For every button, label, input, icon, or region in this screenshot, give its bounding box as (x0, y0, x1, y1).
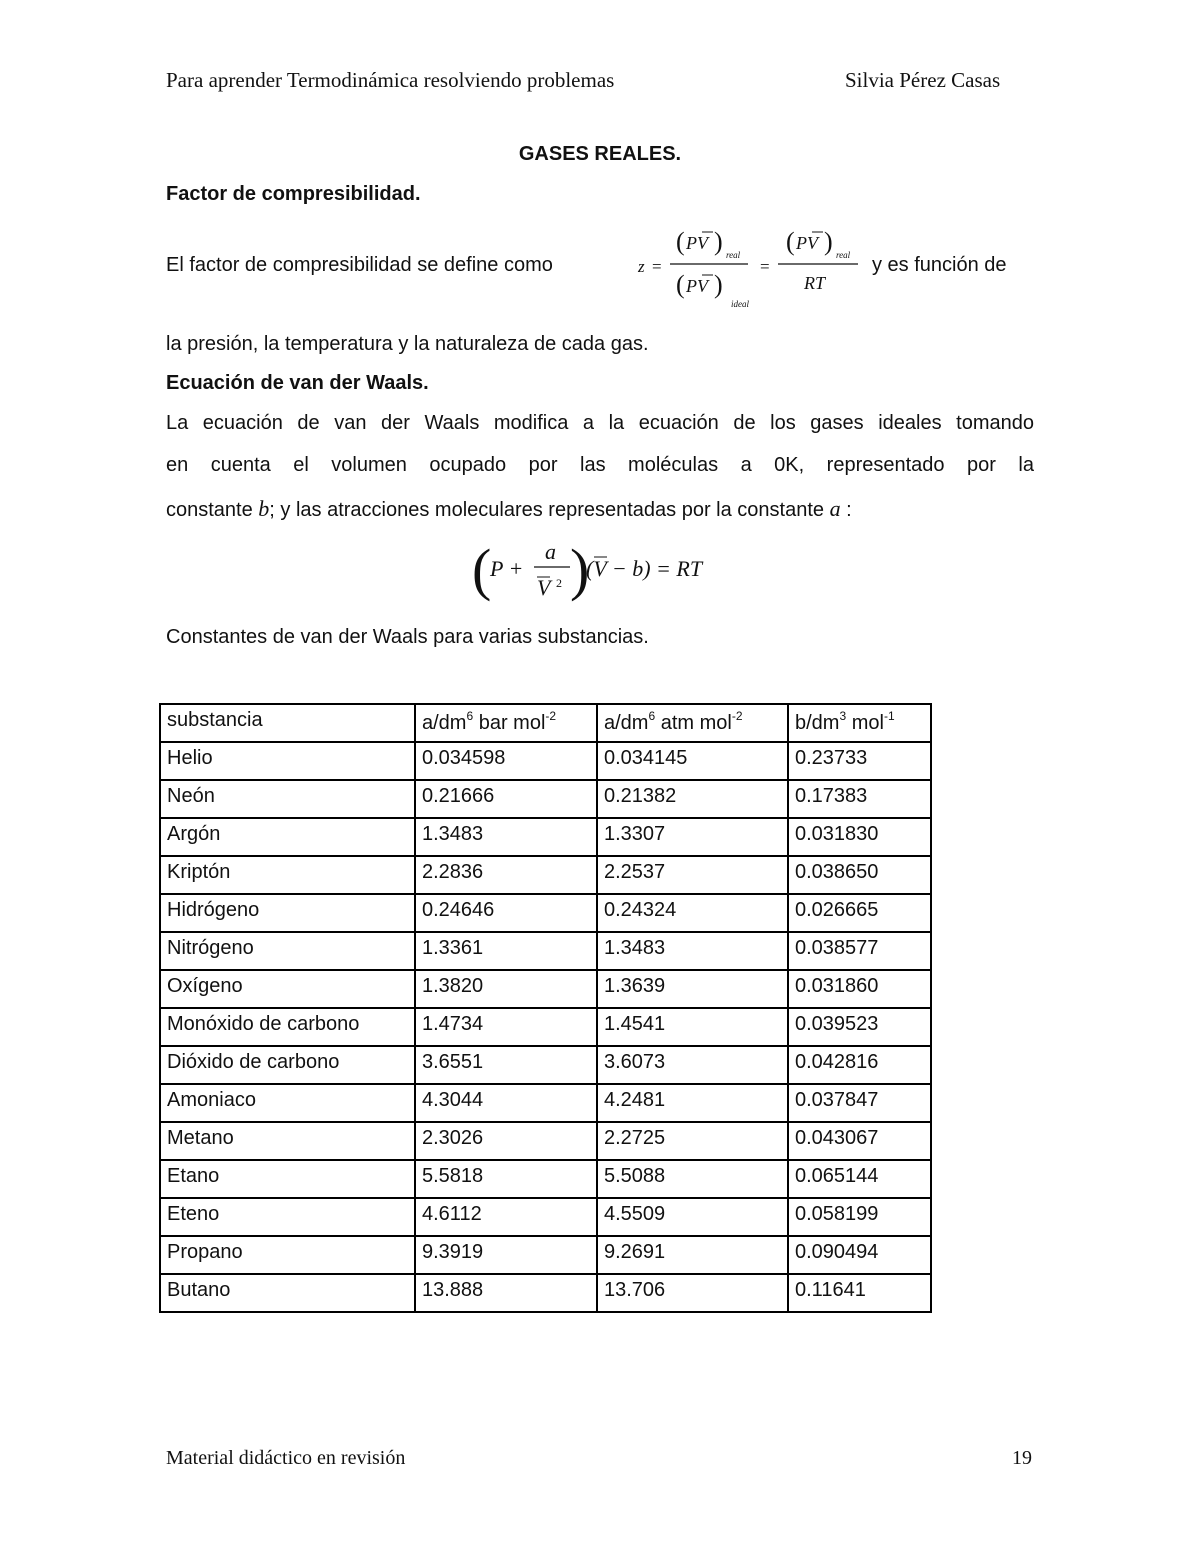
cell-substance: Metano (160, 1122, 415, 1160)
eq-p-term: P + (490, 556, 524, 581)
cell-a-bar: 2.2836 (415, 856, 597, 894)
cell-b: 0.090494 (788, 1236, 931, 1274)
z-symbol: z (638, 257, 645, 276)
footer-note: Material didáctico en revisión (166, 1447, 406, 1469)
cell-a-atm: 9.2691 (597, 1236, 788, 1274)
vdw-text-line3-b: ; y las atracciones moleculares representadas por la constante (269, 499, 825, 521)
cell-b: 0.058199 (788, 1198, 931, 1236)
cell-a-atm: 3.6073 (597, 1046, 788, 1084)
cell-a-bar: 13.888 (415, 1274, 597, 1312)
cell-a-atm: 1.3483 (597, 932, 788, 970)
cell-a-bar: 3.6551 (415, 1046, 597, 1084)
cell-substance: Hidrógeno (160, 894, 415, 932)
running-header-title: Para aprender Termodinámica resolviendo problemas (166, 68, 615, 92)
table-row (160, 894, 931, 932)
cell-a-bar: 1.3361 (415, 932, 597, 970)
table-row (160, 1198, 931, 1236)
subscript-real-1: real (726, 250, 741, 260)
eq-v-denominator: V (537, 575, 551, 600)
cell-b: 0.17383 (788, 780, 931, 818)
compressibility-formula (636, 225, 860, 310)
van-der-waals-equation (470, 535, 730, 610)
eq-exponent: 2 (556, 576, 562, 590)
cell-substance: Neón (160, 780, 415, 818)
table-row (160, 1046, 931, 1084)
table-row (160, 1084, 931, 1122)
cell-a-bar: 4.3044 (415, 1084, 597, 1122)
header-cell-a-bar: $a/dm^6$ bar mol$^{-2}$ (415, 704, 597, 742)
vdw-text-line3 (166, 496, 852, 522)
table-row (160, 856, 931, 894)
table-row (160, 818, 931, 856)
table-row (160, 1122, 931, 1160)
cell-a-bar: 9.3919 (415, 1236, 597, 1274)
header-cell-b: $b/dm^3$ mol$^{-1}$ (788, 704, 931, 742)
subscript-ideal: ideal (731, 299, 749, 309)
page-title: GASES REALES. (518, 143, 682, 165)
cell-substance: Amoniaco (160, 1084, 415, 1122)
compressibility-text-pre: El factor de compresibilidad se define como (166, 254, 553, 276)
svg-text:(: ( (472, 537, 492, 602)
cell-a-bar: 0.21666 (415, 780, 597, 818)
cell-a-bar: 0.034598 (415, 742, 597, 780)
cell-a-atm: 0.24324 (597, 894, 788, 932)
vdw-text-line3-a: constante (166, 499, 253, 521)
cell-a-bar: 1.3483 (415, 818, 597, 856)
cell-b: 0.031860 (788, 970, 931, 1008)
cell-a-atm: 2.2725 (597, 1122, 788, 1160)
svg-text:): ) (570, 537, 590, 602)
table-row (160, 1008, 931, 1046)
constant-a-symbol: a (829, 496, 841, 521)
cell-a-atm: 1.4541 (597, 1008, 788, 1046)
cell-a-atm: 0.21382 (597, 780, 788, 818)
table-row (160, 1236, 931, 1274)
table-row (160, 1274, 931, 1312)
svg-text:): ) (714, 270, 723, 299)
table-row (160, 1160, 931, 1198)
pv-ideal-denominator: PV (686, 276, 708, 296)
cell-b: 0.042816 (788, 1046, 931, 1084)
table-row (160, 780, 931, 818)
cell-a-atm: 2.2537 (597, 856, 788, 894)
cell-substance: Helio (160, 742, 415, 780)
cell-substance: Butano (160, 1274, 415, 1312)
table-caption: Constantes de van der Waals para varias substancias. (166, 626, 649, 648)
cell-a-atm: 13.706 (597, 1274, 788, 1312)
cell-a-atm: 0.034145 (597, 742, 788, 780)
table-header-row (160, 704, 931, 742)
cell-substance: Dióxido de carbono (160, 1046, 415, 1084)
cell-substance: Etano (160, 1160, 415, 1198)
equals-sign-2: = (760, 257, 770, 276)
table-row (160, 742, 931, 780)
eq-a-numerator: a (545, 539, 556, 564)
cell-substance: Monóxido de carbono (160, 1008, 415, 1046)
equals-sign-1: = (652, 257, 662, 276)
cell-a-atm: 1.3639 (597, 970, 788, 1008)
cell-a-bar: 5.5818 (415, 1160, 597, 1198)
table-row (160, 932, 931, 970)
pv-real-numerator: PV (686, 233, 708, 253)
cell-substance: Oxígeno (160, 970, 415, 1008)
page-number: 19 (1012, 1447, 1032, 1469)
svg-text:(: ( (786, 227, 795, 256)
section-heading-compressibility: Factor de compresibilidad. (166, 183, 421, 205)
vdw-text-line3-c: : (846, 499, 852, 521)
cell-b: 0.11641 (788, 1274, 931, 1312)
vdw-text-line2: en cuenta el volumen ocupado por las moléculas a 0K, representado por la (166, 454, 1034, 476)
svg-text:): ) (824, 227, 833, 256)
cell-substance: Kriptón (160, 856, 415, 894)
svg-text:): ) (714, 227, 723, 256)
running-header-author: Silvia Pérez Casas (845, 68, 1001, 92)
table-row (160, 970, 931, 1008)
rt-denominator: RT (804, 273, 826, 293)
van-der-waals-constants-table (159, 703, 932, 1313)
header-cell-substance: substancia (160, 704, 415, 742)
vdw-text-line1: La ecuación de van der Waals modifica a la ecuación de los gases ideales tomando (166, 412, 1034, 434)
cell-substance: Propano (160, 1236, 415, 1274)
cell-b: 0.039523 (788, 1008, 931, 1046)
eq-rhs: (V − b) = RT (586, 556, 703, 581)
header-cell-a-atm: $a/dm^6$ atm mol$^{-2}$ (597, 704, 788, 742)
subscript-real-2: real (836, 250, 851, 260)
cell-substance: Argón (160, 818, 415, 856)
cell-a-atm: 4.5509 (597, 1198, 788, 1236)
cell-a-bar: 0.24646 (415, 894, 597, 932)
section-heading-van-der-waals: Ecuación de van der Waals. (166, 372, 429, 394)
cell-b: 0.037847 (788, 1084, 931, 1122)
cell-substance: Nitrógeno (160, 932, 415, 970)
cell-b: 0.23733 (788, 742, 931, 780)
cell-a-atm: 1.3307 (597, 818, 788, 856)
cell-b: 0.038650 (788, 856, 931, 894)
svg-text:(: ( (676, 270, 685, 299)
constant-b-symbol: b (258, 496, 270, 521)
cell-b: 0.043067 (788, 1122, 931, 1160)
pv-real-numerator-2: PV (796, 233, 818, 253)
cell-b: 0.026665 (788, 894, 931, 932)
cell-b: 0.031830 (788, 818, 931, 856)
cell-b: 0.038577 (788, 932, 931, 970)
cell-a-bar: 1.4734 (415, 1008, 597, 1046)
cell-a-atm: 4.2481 (597, 1084, 788, 1122)
compressibility-text-line2: la presión, la temperatura y la naturaleza de cada gas. (166, 333, 649, 355)
cell-a-bar: 1.3820 (415, 970, 597, 1008)
cell-a-bar: 2.3026 (415, 1122, 597, 1160)
compressibility-text-post: y es función de (872, 254, 1007, 276)
cell-b: 0.065144 (788, 1160, 931, 1198)
cell-substance: Eteno (160, 1198, 415, 1236)
cell-a-atm: 5.5088 (597, 1160, 788, 1198)
svg-text:(: ( (676, 227, 685, 256)
cell-a-bar: 4.6112 (415, 1198, 597, 1236)
